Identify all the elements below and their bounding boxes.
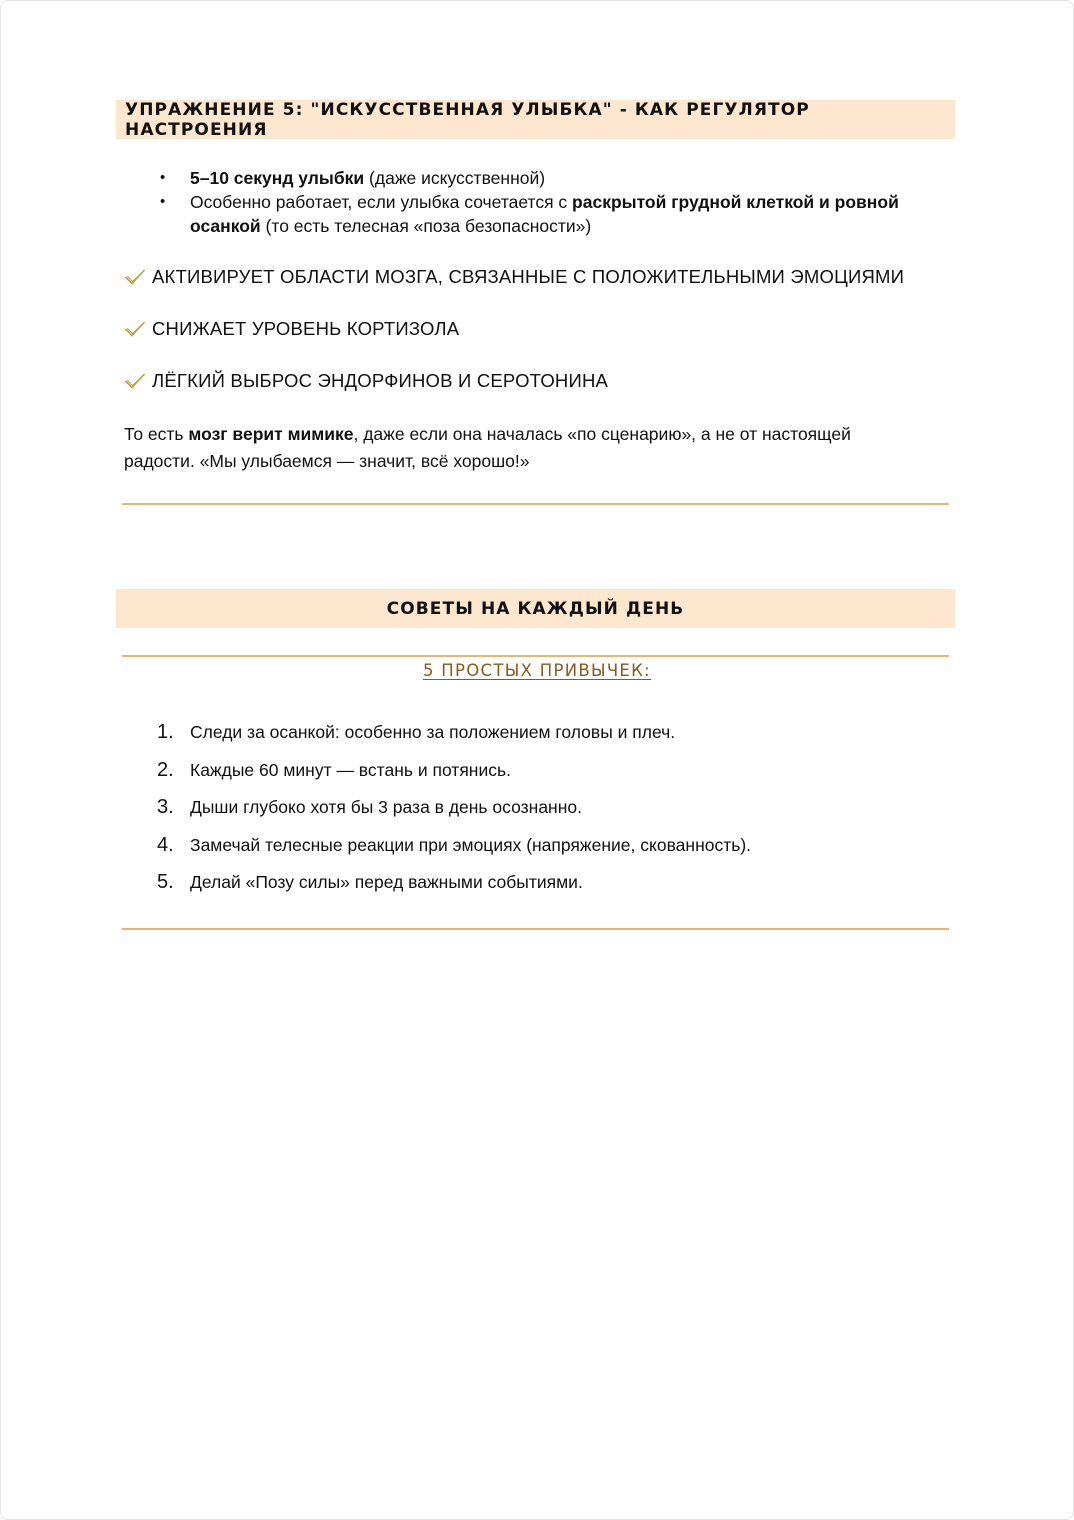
list-item <box>157 789 977 827</box>
list-item <box>157 714 977 752</box>
bullet-bold: раскрытой грудной клеткой и ровной осанкой <box>190 192 899 236</box>
paragraph-text: , даже если она началась «по сценарию», а не от настоящей радости. «Мы улыбаемся — значит, всё хорошо!» <box>124 424 851 471</box>
list-number: 3. <box>157 796 174 819</box>
list-text: Каждые 60 минут — встань и потянись. <box>190 759 511 780</box>
bullet-marker: • <box>160 169 166 186</box>
habits-subtitle: 5 ПРОСТЫХ ПРИВЫЧЕК: <box>422 661 652 680</box>
bullet-marker: • <box>160 193 166 210</box>
list-item <box>157 752 977 790</box>
divider <box>122 655 949 657</box>
habits-list <box>157 714 977 902</box>
bullet-item <box>160 190 960 238</box>
checkmark-icon <box>124 268 146 286</box>
exercise-5-title: УПРАЖНЕНИЕ 5: "ИСКУССТВЕННАЯ УЛЫБКА" - КАК РЕГУЛЯТОР НАСТРОЕНИЯ <box>125 99 810 140</box>
bullet-text: Особенно работает, если улыбка сочетается с <box>190 192 573 212</box>
list-text: Дыши глубоко хотя бы 3 раза в день осознанно. <box>190 797 582 818</box>
check-item <box>124 370 608 392</box>
list-text: Замечай телесные реакции при эмоциях (напряжение, скованность). <box>190 834 752 855</box>
check-item <box>124 266 904 288</box>
list-number: 1. <box>157 721 174 744</box>
list-number: 2. <box>157 758 174 781</box>
checkmark-icon <box>124 320 146 338</box>
check-text: ЛЁГКИЙ ВЫБРОС ЭНДОРФИНОВ И СЕРОТОНИНА <box>152 370 609 391</box>
tips-title: СОВЕТЫ НА КАЖДЫЙ ДЕНЬ <box>386 598 685 619</box>
bullet-list <box>160 166 960 238</box>
list-text: Делай «Позу силы» перед важными событиями. <box>190 872 583 893</box>
bullet-bold: 5–10 секунд улыбки <box>190 168 365 188</box>
list-item <box>157 864 977 902</box>
list-number: 4. <box>157 833 174 856</box>
paragraph-bold: мозг верит мимике <box>188 424 354 444</box>
list-item <box>157 827 977 865</box>
exercise-5-heading <box>116 100 955 139</box>
checkmark-icon <box>124 372 146 390</box>
divider <box>122 503 949 505</box>
check-item <box>124 318 459 340</box>
summary-paragraph <box>124 421 914 475</box>
tips-heading <box>116 589 955 628</box>
bullet-text: (даже искусственной) <box>364 168 546 188</box>
bullet-item <box>160 166 960 190</box>
list-text: Следи за осанкой: особенно за положением головы и плеч. <box>190 722 676 743</box>
paragraph-text: То есть <box>124 424 189 444</box>
check-text: СНИЖАЕТ УРОВЕНЬ КОРТИЗОЛА <box>152 318 460 339</box>
bullet-text: (то есть телесная «поза безопасности») <box>260 216 592 236</box>
check-text: АКТИВИРУЕТ ОБЛАСТИ МОЗГА, СВЯЗАННЫЕ С ПОЛОЖИТЕЛЬНЫМИ ЭМОЦИЯМИ <box>152 266 905 287</box>
list-number: 5. <box>157 871 174 894</box>
divider <box>122 928 949 930</box>
